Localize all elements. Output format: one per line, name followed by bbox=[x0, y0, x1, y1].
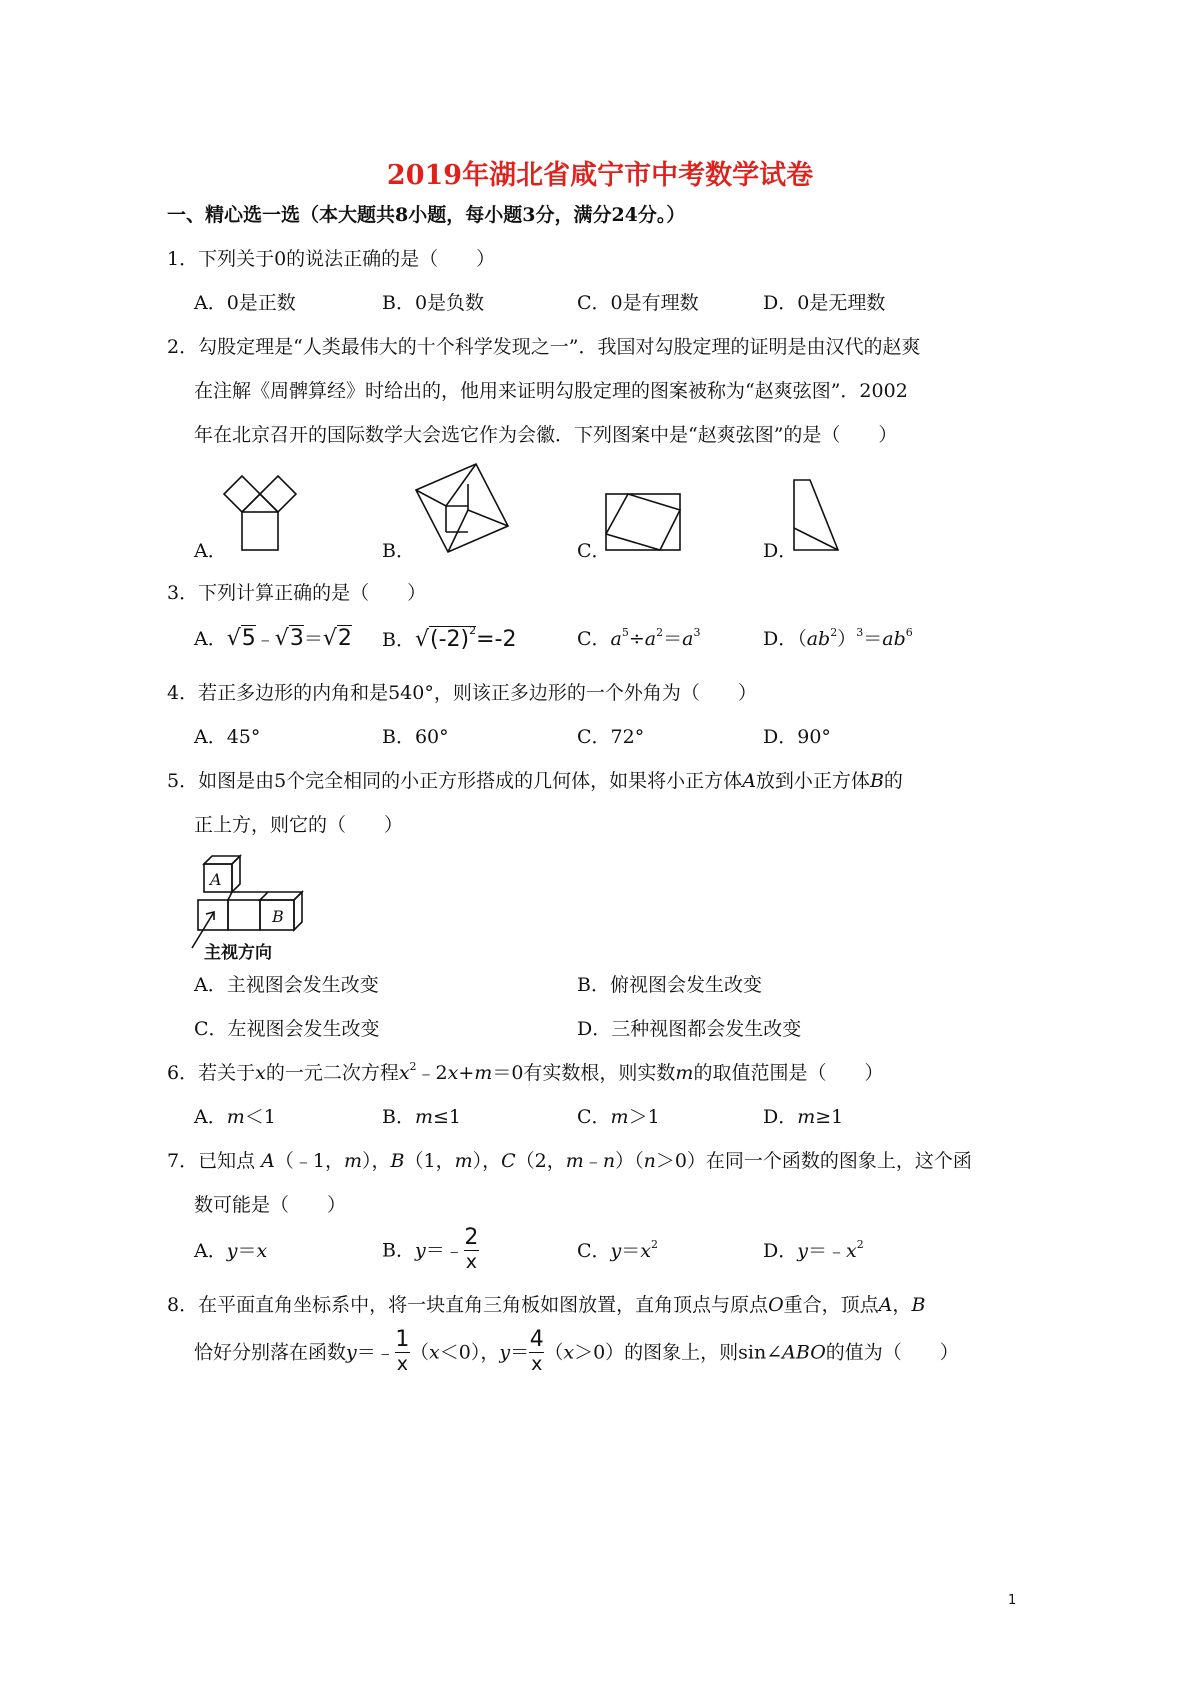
q1-option-d[interactable]: D．0是无理数 bbox=[763, 292, 886, 314]
q5-option-d[interactable]: D．三种视图都会发生改变 bbox=[577, 1018, 802, 1040]
q5-caption-front-view: 主视方向 bbox=[204, 943, 272, 963]
question-8-line2: 恰好分别落在函数y＝﹣ $\frac{1}{x}$ （x＜0），y＝ $\frac{4}{x}$ （x＞0）的图象上，则sin∠ABO的值为（ ） bbox=[194, 1327, 959, 1375]
q4-option-b[interactable]: B．60° bbox=[382, 726, 449, 748]
q5-option-c[interactable]: C．左视图会发生改变 bbox=[194, 1018, 380, 1040]
q2-figure-b[interactable] bbox=[412, 460, 512, 555]
q1-option-b[interactable]: B．0是负数 bbox=[382, 292, 485, 314]
q2-option-d-label[interactable]: D． bbox=[763, 540, 798, 562]
question-5-line1: 5．如图是由5个完全相同的小正方形搭成的几何体，如果将小正方体A放到小正方体B的 bbox=[167, 770, 903, 792]
sqrt-5: √5 bbox=[226, 626, 256, 651]
q2-option-a-label[interactable]: A． bbox=[194, 540, 227, 562]
equals-sign: ＝ bbox=[303, 628, 323, 650]
q4-option-a[interactable]: A．45° bbox=[194, 726, 261, 748]
fraction-2-over-x: $\frac{2}{x}$ bbox=[464, 1225, 479, 1273]
q3-b-rest: =-2 bbox=[476, 627, 517, 652]
q6-option-c[interactable]: C．m＞1 bbox=[577, 1106, 660, 1128]
q2-figure-a[interactable] bbox=[218, 466, 308, 556]
q2-option-c-label[interactable]: C． bbox=[577, 540, 611, 562]
q6-option-a[interactable]: A．m＜1 bbox=[194, 1106, 276, 1128]
q2-figure-d[interactable] bbox=[788, 478, 848, 558]
question-2-line2: 在注解《周髀算经》时给出的，他用来证明勾股定理的图案被称为“赵爽弦图”．2002 bbox=[194, 380, 908, 402]
q5-option-b[interactable]: B．俯视图会发生改变 bbox=[577, 974, 762, 996]
question-8-line1: 8．在平面直角坐标系中，将一块直角三角板如图放置，直角顶点与原点O重合，顶点A，B bbox=[167, 1294, 926, 1316]
q3-a-label: A． bbox=[194, 628, 227, 650]
sqrt-2: √2 bbox=[322, 626, 352, 651]
sqrt-3: √3 bbox=[274, 626, 304, 651]
q4-option-d[interactable]: D．90° bbox=[763, 726, 831, 748]
q2-option-b-label[interactable]: B． bbox=[382, 540, 415, 562]
question-2-line3: 年在北京召开的国际数学大会选它作为会徽．下列图案中是“赵爽弦图”的是（ ） bbox=[194, 424, 898, 446]
q3-option-c[interactable]: C．$a^5\div a^2=a^3$ bbox=[577, 626, 701, 650]
q6-option-d[interactable]: D．m≥1 bbox=[763, 1106, 844, 1128]
q3-d-label: D．（ bbox=[763, 628, 807, 650]
question-6-stem: 6．若关于x的一元二次方程$x^2﹣2x+m=0$有实数根，则实数m的取值范围是（ ） bbox=[167, 1060, 884, 1084]
question-5-line2: 正上方，则它的（ ） bbox=[194, 814, 404, 836]
fraction-1-over-x: $\frac{1}{x}$ bbox=[395, 1327, 410, 1375]
q3-option-d[interactable]: D．$(ab^2)^3=ab^6$ bbox=[763, 626, 913, 650]
section-heading: 一、精心选一选（本大题共8小题，每小题3分，满分24分。） bbox=[167, 204, 686, 226]
cube-a-label: A bbox=[210, 870, 222, 889]
question-7-line1: 7．已知点 A（﹣1，m），B（1，m），C（2，m﹣n）（n＞0）在同一个函数的图象上，这个函 bbox=[167, 1150, 972, 1172]
q7-option-d[interactable]: D．$y=﹣x^2$ bbox=[763, 1238, 864, 1262]
q3-c-label: C． bbox=[577, 628, 611, 650]
q7-option-c[interactable]: C．$y=x^2$ bbox=[577, 1238, 659, 1262]
q3-option-a[interactable] bbox=[194, 628, 352, 650]
q7-option-b[interactable]: B．y＝﹣ $\frac{2}{x}$ bbox=[382, 1225, 479, 1273]
sqrt-neg2-squared: $√(-2)^2$ bbox=[414, 624, 477, 652]
minus-sign: ﹣ bbox=[255, 628, 275, 650]
q2-figure-c[interactable] bbox=[604, 492, 684, 554]
q6-option-b[interactable]: B．m≤1 bbox=[382, 1106, 462, 1128]
q3-b-label: B． bbox=[382, 629, 415, 651]
page-number: 1 bbox=[1008, 1593, 1017, 1608]
cube-b-label: B bbox=[272, 907, 284, 926]
q7-option-a[interactable]: A．y＝x bbox=[194, 1240, 268, 1262]
q1-option-a[interactable]: A．0是正数 bbox=[194, 292, 296, 314]
question-3-stem: 3．下列计算正确的是（ ） bbox=[167, 582, 427, 604]
q3-option-b[interactable] bbox=[382, 624, 517, 652]
q1-option-c[interactable]: C．0是有理数 bbox=[577, 292, 699, 314]
fraction-4-over-x: $\frac{4}{x}$ bbox=[529, 1327, 544, 1375]
page-title: 2019年湖北省咸宁市中考数学试卷 bbox=[386, 160, 814, 191]
question-7-line2: 数可能是（ ） bbox=[194, 1194, 347, 1216]
q4-option-c[interactable]: C．72° bbox=[577, 726, 645, 748]
question-4-stem: 4．若正多边形的内角和是540°，则该正多边形的一个外角为（ ） bbox=[167, 682, 757, 704]
question-1-stem: 1．下列关于0的说法正确的是（ ） bbox=[167, 248, 496, 270]
q5-option-a[interactable]: A．主视图会发生改变 bbox=[194, 974, 379, 996]
question-2-line1: 2．勾股定理是“人类最伟大的十个科学发现之一”．我国对勾股定理的证明是由汉代的赵爽 bbox=[167, 336, 921, 358]
